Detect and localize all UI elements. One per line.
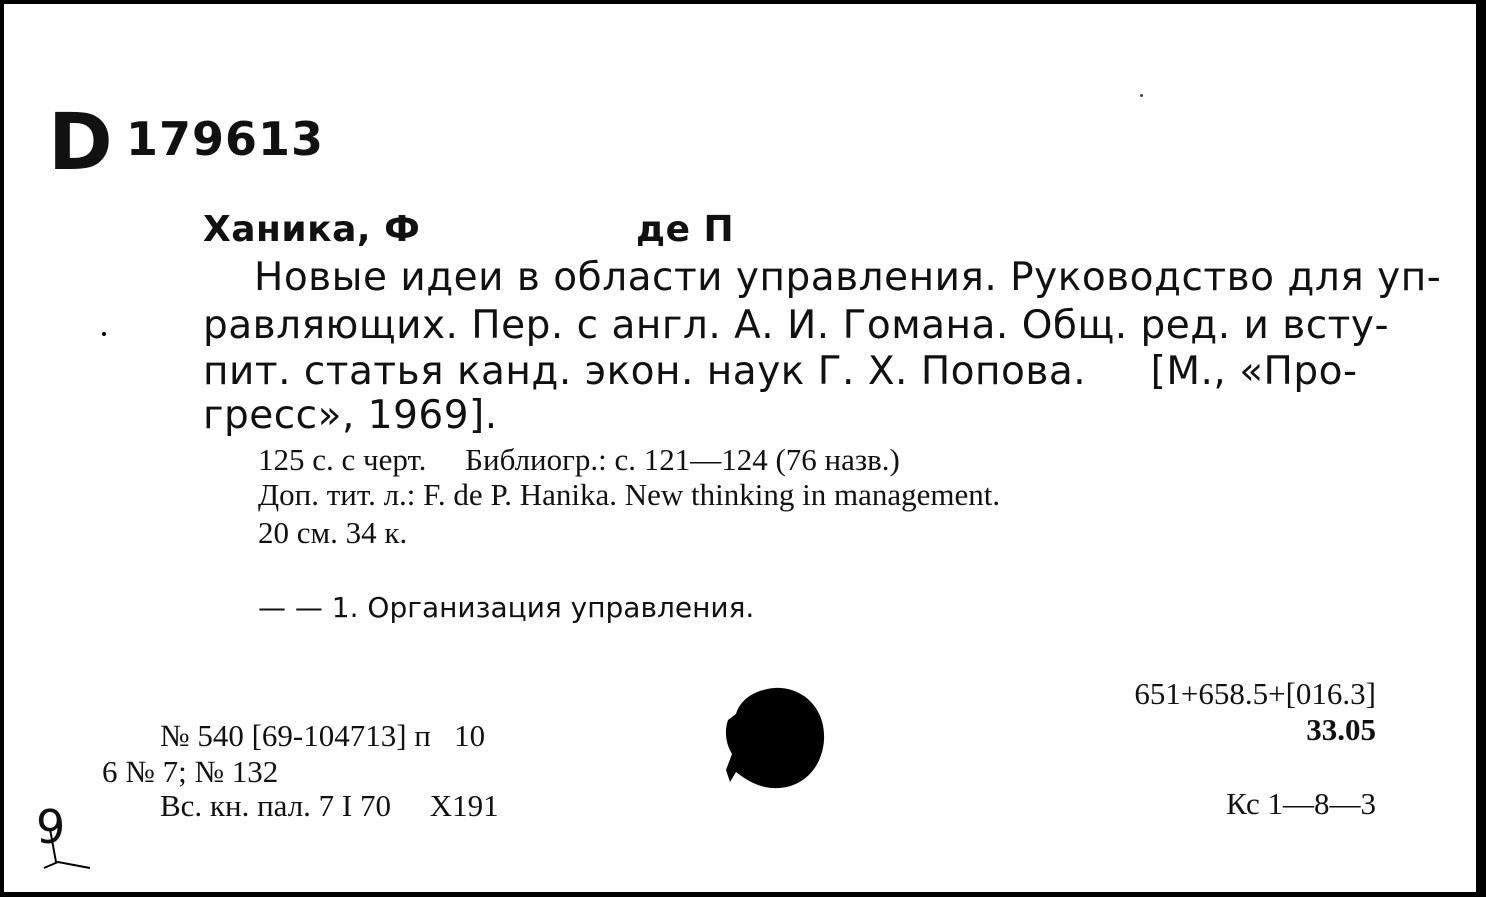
description-line-2: равляющих. Пер. с англ. А. И. Гомана. Общ. ред. и всту-	[203, 303, 1390, 348]
stray-dot	[102, 332, 106, 336]
footer-left-line-3: Вс. кн. пал. 7 I 70 Х191	[160, 788, 499, 823]
bbk-classification: 33.05	[1306, 712, 1376, 747]
description-line-1: Новые идеи в области управления. Руководство для уп-	[254, 255, 1442, 300]
udc-classification: 651+658.5+[016.3]	[1134, 676, 1376, 711]
footer-left-line-1: № 540 [69-104713] п 10	[160, 718, 486, 753]
size-price-note: 20 см. 34 к.	[258, 515, 408, 550]
kc-code: Кс 1—8—3	[1226, 786, 1376, 821]
margin-mark: 9	[36, 800, 66, 854]
margin-mark-stroke	[40, 824, 100, 874]
ink-blot	[722, 684, 828, 794]
description-line-3: пит. статья канд. экон. наук Г. Х. Попова. [М., «Про-	[203, 349, 1358, 394]
catalog-card	[4, 4, 1476, 892]
pages-note: 125 с. с черт. Библиогр.: с. 121—124 (76 назв.)	[258, 442, 900, 477]
subject-heading: — — 1. Организация управления.	[258, 591, 755, 624]
stray-dot	[1140, 94, 1143, 97]
description-line-4: гресс», 1969].	[203, 393, 498, 438]
call-number: 179613	[126, 112, 325, 166]
author-suffix: де П	[636, 209, 735, 250]
original-title-note: Доп. тит. л.: F. de P. Hanika. New thinking in management.	[258, 477, 1001, 512]
call-number-prefix: D	[48, 98, 113, 188]
footer-left-line-2: 6 № 7; № 132	[102, 754, 279, 789]
author-heading: Ханика, Ф	[203, 209, 421, 250]
